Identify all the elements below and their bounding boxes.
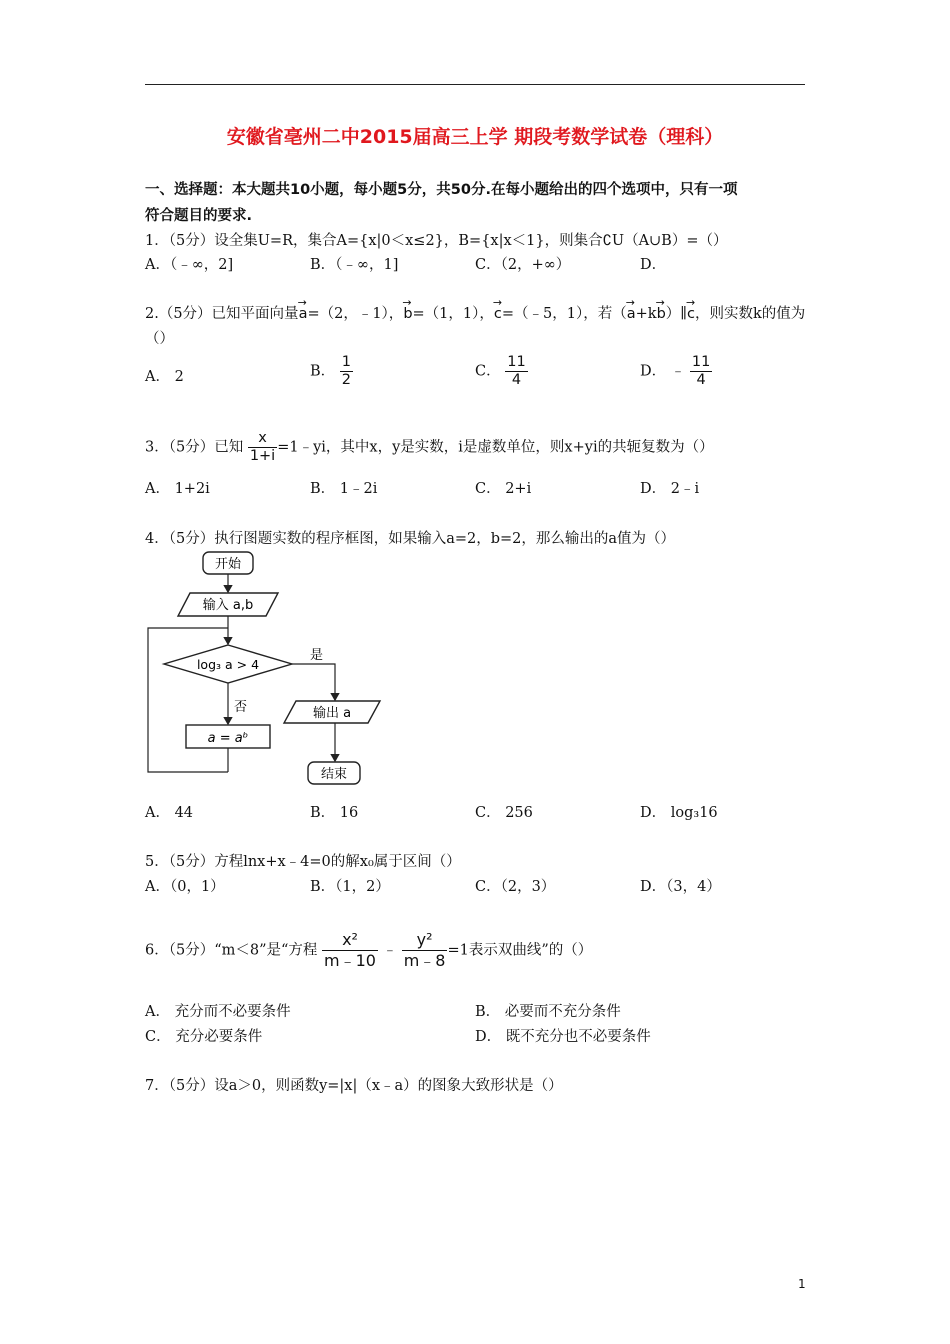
fraction-denominator: m﹣8 [403,951,446,970]
q3-stem-post: =1﹣yi，其中x，y是实数，i是虚数单位，则x+yi的共轭复数为（） [277,439,714,456]
flow-assign-text: a = aᵇ [207,731,249,746]
q2-b-value: =（1，1）， [412,306,494,322]
q3-stem [145,430,714,465]
q2-option-b-label: B． [310,363,336,380]
q4-option-a: A． 44 [145,805,194,821]
fraction-denominator: 4 [696,372,706,388]
vector-a-2: → a [627,306,636,322]
fraction-numerator: 1 [341,354,351,370]
fraction-numerator: y² [402,930,448,951]
q2-a-value: =（2，﹣1）， [307,306,404,322]
q4-option-d: D． log₃16 [640,805,718,821]
section-heading-line2: 符合题目的要求. [145,208,253,224]
q2-option-b [310,354,353,389]
fraction-denominator: m﹣10 [324,951,376,970]
q6-option-a: A． 充分而不必要条件 [145,1004,291,1020]
q2-stem-line2: （） [145,331,174,347]
q3-fraction [248,430,277,465]
q6-stem-pre: 6．（5分）“m＜8”是“方程 [145,942,318,959]
q4-option-c: C． 256 [475,805,533,821]
q3-option-a: A． 1+2i [145,481,210,497]
q2-stem [145,302,805,323]
fraction-denominator: 2 [341,372,351,388]
q5-option-a: A．（0，1） [145,879,225,895]
flow-output-text: 输出 a [312,706,352,721]
q1-option-c: C．（2，+∞） [475,257,571,273]
fraction-numerator: 11 [507,354,526,370]
q2-option-c-fraction [505,354,527,389]
flow-no-label: 否 [234,700,248,715]
page-number: 1 [798,1277,806,1291]
q6-fraction-y [402,930,448,971]
header-rule [145,84,805,85]
q5-option-d: D．（3，4） [640,879,721,895]
flow-start-text: 开始 [214,557,242,572]
q2-stem-pre: 2.（5分）已知平面向量 [145,306,299,322]
flow-end-text: 结束 [320,767,348,782]
fraction-denominator: 1+i [249,448,276,464]
q6-option-b: B． 必要而不充分条件 [475,1004,621,1020]
q6-minus: ﹣ [382,942,398,959]
q2-option-a: A． 2 [145,369,184,385]
q6-stem [145,930,592,971]
q2-c-value: =（﹣5，1），若（ [501,306,627,322]
q4-stem: 4．（5分）执行图题实数的程序框图，如果输入a=2，b=2，那么输出的a值为（） [145,531,676,547]
q1-option-d: D． [640,257,667,273]
fraction-numerator: 11 [691,354,711,370]
q2-option-c-label: C． [475,363,501,380]
q4-option-b: B． 16 [310,805,359,821]
q5-stem: 5．（5分）方程lnx+x﹣4=0的解x₀属于区间（） [145,854,461,870]
fraction-denominator: 4 [511,372,522,388]
vector-c-2: → c [687,306,695,322]
q6-option-d: D． 既不充分也不必要条件 [475,1029,651,1045]
q6-fraction-x [322,930,378,971]
q3-option-b: B． 1﹣2i [310,481,378,497]
q1-option-a: A．（﹣∞，2] [145,257,234,273]
flow-input-text: 输入 a,b [202,598,254,613]
vector-b: → b [403,306,412,322]
q5-option-b: B．（1，2） [310,879,390,895]
fraction-numerator: x [248,430,277,448]
q3-option-c: C． 2+i [475,481,532,497]
fraction-numerator: x² [322,930,378,951]
q2-option-c [475,354,528,389]
vector-a: → a [299,306,308,322]
q2-plus-k: +k [635,306,657,322]
q2-option-d-fraction [690,354,712,389]
flow-arrow-yes [292,664,335,700]
q2-option-d [640,354,712,389]
q2-tail: ，则实数k的值为 [694,306,806,322]
q1-option-b: B．（﹣∞，1] [310,257,399,273]
vector-c: → c [494,306,502,322]
q3-option-d: D． 2﹣i [640,481,700,497]
q6-stem-post: =1表示双曲线”的（） [447,942,593,959]
q6-option-c: C． 充分必要条件 [145,1029,263,1045]
vector-b-2: → b [657,306,666,322]
q7-stem: 7．（5分）设a＞0，则函数y=|x|（x﹣a）的图象大致形状是（） [145,1078,563,1094]
exam-title: 安徽省亳州二中2015届高三上学 期段考数学试卷（理科） [226,126,724,148]
flow-decision-text: log₃ a > 4 [196,657,260,672]
q5-option-c: C．（2，3） [475,879,556,895]
q2-option-d-label: D． ﹣ [640,363,686,380]
q2-option-b-fraction [340,354,353,389]
flowchart [140,548,390,788]
section-heading-line1: 一、选择题：本大题共10小题，每小题5分，共50分.在每小题给出的四个选项中，只有一项 [145,182,738,198]
q1-stem: 1．（5分）设全集U=R，集合A={x|0＜x≤2}，B={x|x＜1}，则集合∁U（A∪B）=（） [145,233,728,249]
q2-parallel: ）∥ [665,306,687,322]
flow-yes-label: 是 [310,648,324,663]
q3-stem-pre: 3．（5分）已知 [145,439,244,456]
